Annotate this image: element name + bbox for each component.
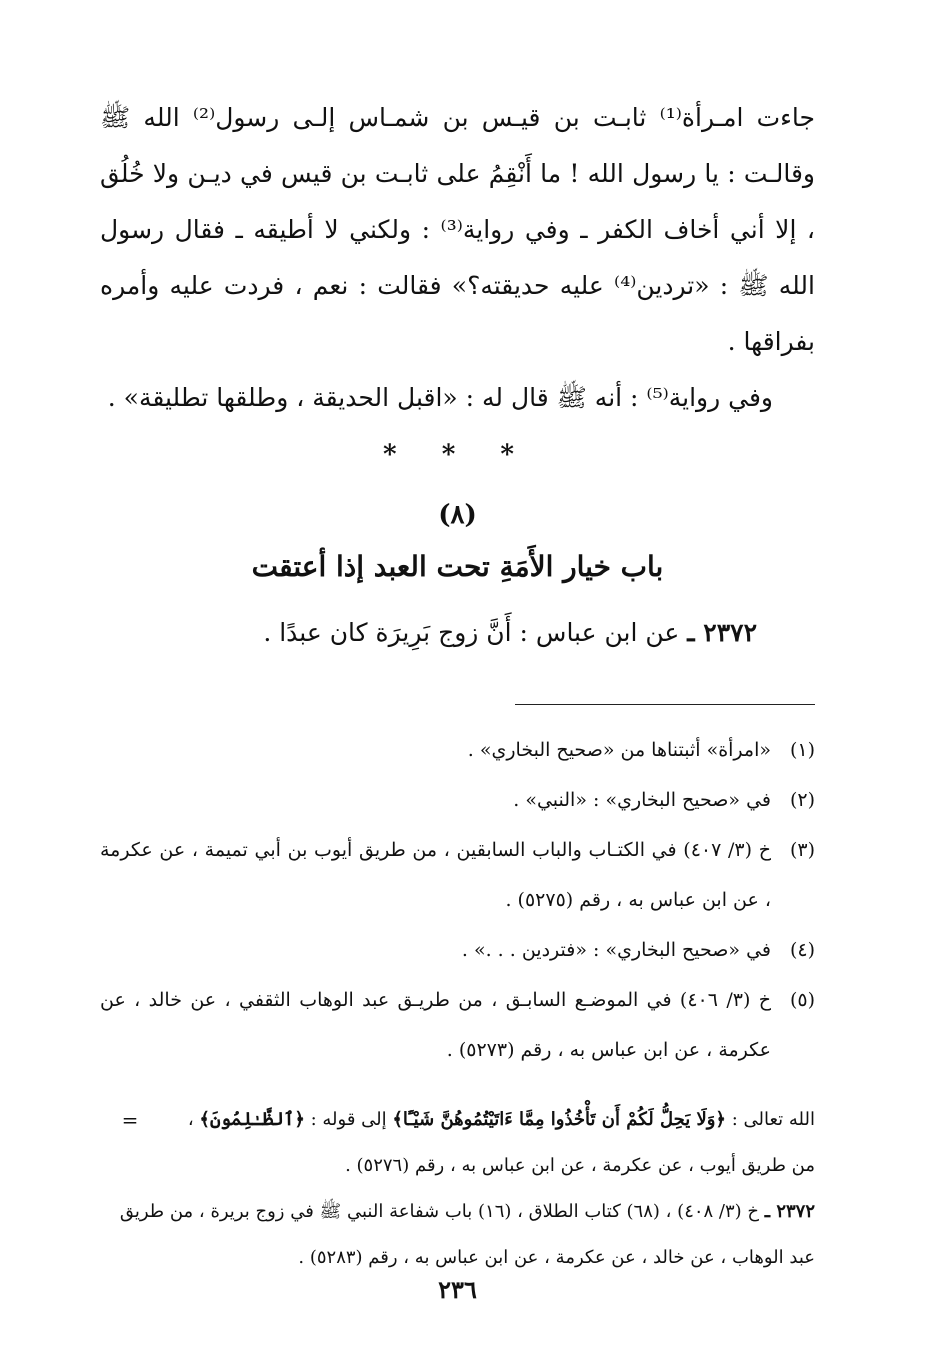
book-page: [100, 90, 815, 1320]
continued-note-text: [160, 1097, 815, 1189]
footnote-2: [100, 775, 815, 825]
hadith-text: عن ابن عباس : أَنَّ زوج بَرِيرَة كان عبدًا .: [263, 618, 680, 647]
footnote-divider-wrap: [100, 704, 815, 705]
note-text: خ (٣/ ٤٠٨) ، (٦٨) كتاب الطلاق ، (١٦) باب شفاعة النبي ﷺ في زوج بريرة ، من طريق عبد الوهاب ، عن خالد ، عن عكرمة ، عن ابن عباس به ، رقم (٥٢٨٣) .: [119, 1201, 815, 1268]
main-text: [100, 90, 815, 426]
footnote-5: [100, 975, 815, 1075]
footnote-number: (١): [789, 739, 815, 761]
footnote-text: في «صحيح البخاري» : «فتردين . . .» .: [461, 939, 771, 961]
quran-verse-1: ﴿وَلَا يَحِلُّ لَكُمْ أَن تَأْخُذُوا مِمَّا ءَاتَيْتُمُوهُنَّ شَيْـًٔا﴾: [392, 1109, 726, 1130]
paragraph-2: وفي رواية⁽⁵⁾ : أنه ﷺ قال له : «اقبل الحديقة ، وطلقها تطليقة» .: [107, 383, 773, 412]
page-number: ٢٣٦: [438, 1275, 477, 1304]
footnote-4: [100, 925, 815, 975]
paragraph-1: جاءت امـرأة⁽¹⁾ ثابـت بن قيـس بن شمـاس إلـى رسول⁽²⁾ الله ﷺ وقالـت : يا رسول الله ! ما أَنْقِمُ على ثابـت بن قيس في ديـن ولا خُلُق ، إلا أني أخاف الكفر ـ وفي رواية⁽³⁾ : ولكني لا أطيقه ـ فقال رسول الله ﷺ : «تردين⁽⁴⁾ عليه حديقته؟» فقالت : نعم ، فردت عليه وأمره بفراقها .: [100, 103, 815, 356]
footnote-number: (٤): [789, 939, 815, 961]
footnote-number: (٣): [789, 839, 815, 861]
continued-text-middle: إلى قوله :: [310, 1109, 387, 1130]
note-2372: [100, 1189, 815, 1281]
footnote-number: (٥): [789, 989, 815, 1011]
footnote-1: [100, 725, 815, 775]
chapter-title: باب خيار الأَمَةِ تحت العبد إذا أعتقت: [251, 550, 664, 583]
footnotes: [100, 725, 815, 1075]
footnote-3: [100, 825, 815, 925]
chapter-number: (٨): [438, 500, 477, 530]
section-separator: * * *: [383, 440, 532, 470]
note-number: ٢٣٧٢ ـ: [764, 1201, 815, 1222]
footnote-number: (٢): [789, 789, 815, 811]
footnote-text: خ (٣/ ٤٠٧) في الكتـاب والباب السابقين ، من طريق أيوب بن أبي تميمة ، عن عكرمة ، عن ابن عباس به ، رقم (٥٢٧٥) .: [100, 839, 771, 911]
footnote-divider: [515, 704, 815, 705]
footnote-text: خ (٣/ ٤٠٦) في الموضـع السابـق ، من طريـق عبد الوهاب الثقفي ، عن خالد ، عن عكرمة ، عن ابن عباس به ، رقم (٥٢٧٣) .: [100, 989, 771, 1061]
footnote-text: في «صحيح البخاري» : «النبي» .: [513, 789, 771, 811]
hadith-2372: [100, 618, 815, 668]
continued-note: [100, 1097, 815, 1189]
continued-text-after: ، من طريق أيوب ، عن عكرمة ، عن ابن عباس به ، رقم (٥٢٧٦) .: [187, 1109, 815, 1176]
continuation-mark: =: [121, 1108, 139, 1132]
quran-verse-2: ﴿ٱلظَّـٰلِمُونَ﴾: [199, 1109, 305, 1130]
footnote-text: «امرأة» أثبتناها من «صحيح البخاري» .: [467, 739, 771, 761]
hadith-number: ٢٣٧٢ ـ: [687, 618, 757, 647]
continued-text-before: الله تعالى :: [731, 1109, 815, 1130]
